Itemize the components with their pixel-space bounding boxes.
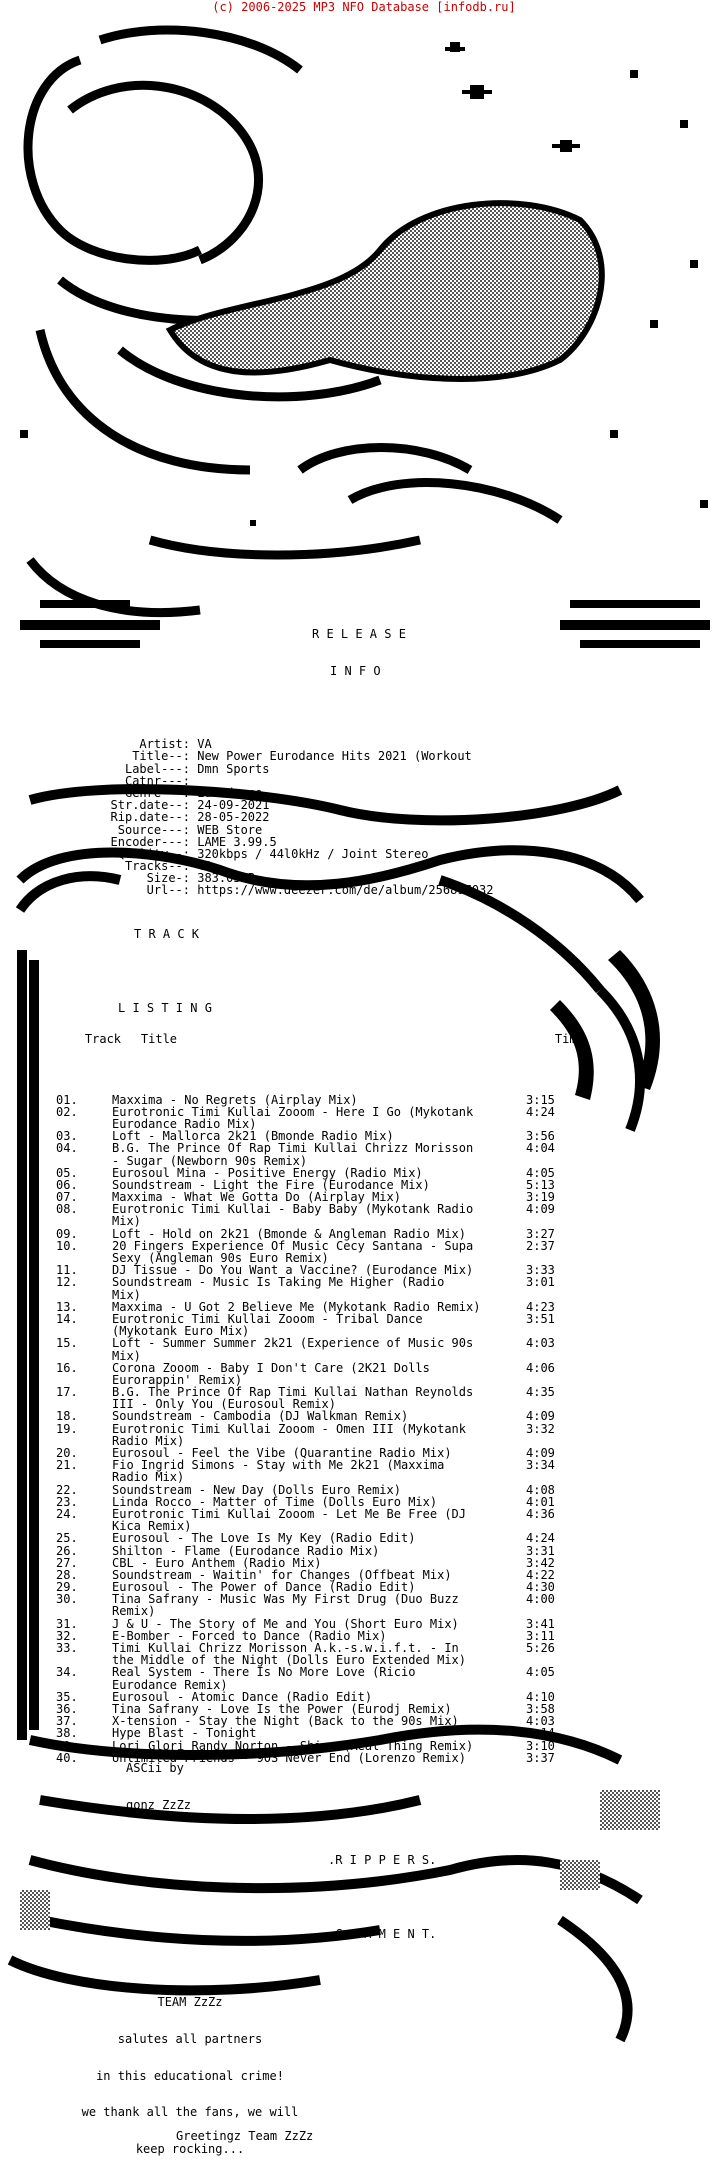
info-field-label: Catnr---:: [124, 773, 190, 788]
track-number: 25.: [56, 1531, 78, 1546]
info-field-label: Tracks--:: [124, 859, 190, 874]
track-time: 3:51: [526, 1311, 555, 1326]
track-time: 4:09: [526, 1446, 555, 1461]
track-time: 3:27: [526, 1226, 555, 1241]
track-time: 4:14: [526, 1726, 555, 1741]
track-title: (Mykotank Euro Mix): [112, 1324, 250, 1339]
track-title: Maxxima - What We Gotta Do (Airplay Mix): [112, 1190, 401, 1205]
info-field-label: Str.date--:: [110, 798, 190, 813]
track-time: 4:05: [526, 1665, 555, 1680]
table-row: [56, 1337, 676, 1349]
info-field-value: 320kbps / 44l0kHz / Joint Stereo: [197, 846, 429, 861]
track-time: 3:10: [526, 1738, 555, 1753]
track-rows: [56, 1094, 676, 1764]
credits: [126, 1738, 191, 1823]
info-field: [0, 884, 728, 896]
track-time: 4:10: [526, 1689, 555, 1704]
track-title: Soundstream - Waitin' for Changes (Offbeat Mix): [112, 1567, 452, 1582]
info-field-value: 28-05-2022: [197, 810, 270, 825]
track-number: 40.: [56, 1750, 78, 1765]
track-number: 31.: [56, 1616, 78, 1631]
track-number: 08.: [56, 1202, 78, 1217]
track-title: Soundstream - Cambodia (DJ Walkman Remix): [112, 1409, 409, 1424]
track-time: 4:08: [526, 1482, 555, 1497]
info-field-value: Eurodance: [197, 785, 263, 800]
track-number: 07.: [56, 1190, 78, 1205]
track-number: 11.: [56, 1263, 78, 1278]
track-time: 3:42: [526, 1555, 555, 1570]
track-title: T R A C K: [134, 927, 200, 942]
track-title: Eurotronic Timi Kullai - Baby Baby (Mykotank Radio: [112, 1202, 474, 1217]
track-time: 4:36: [526, 1506, 555, 1521]
info-field-value: 383.03MB: [197, 871, 256, 886]
info-field-value: Dmn Sports: [197, 761, 270, 776]
track-number: 19.: [56, 1421, 78, 1436]
info-field-value: 40: [197, 859, 212, 874]
track-time: 5:26: [526, 1641, 555, 1656]
track-title: CBL - Euro Anthem (Radio Mix): [112, 1555, 322, 1570]
credits-line1: ASCii by: [126, 1761, 184, 1776]
track-time: 4:04: [526, 1141, 555, 1156]
greetings-line: Greetingz Team ZzZz: [176, 2129, 314, 2144]
track-time: 3:56: [526, 1129, 555, 1144]
info-field-label: Artist:: [139, 737, 190, 752]
site-header: [0, 0, 728, 14]
track-number: 12.: [56, 1275, 78, 1290]
comment-line-5: keep rocking...: [135, 2141, 245, 2156]
track-time: 3:01: [526, 1275, 555, 1290]
track-title: B.G. The Prince Of Rap Timi Kullai Chrizz Morisson: [112, 1141, 474, 1156]
info-field-label: Url--:: [146, 883, 190, 898]
track-number: 13.: [56, 1299, 78, 1314]
track-number: 23.: [56, 1494, 78, 1509]
track-time: 4:01: [526, 1494, 555, 1509]
track-number: 10.: [56, 1238, 78, 1253]
credits-line2: gonz_ZzZz: [126, 1798, 192, 1812]
col-track: Track: [84, 1031, 122, 1046]
table-row: [56, 1545, 676, 1557]
track-title: Timi Kullai Chrizz Morisson A.k.-s.w.i.f.t. - In: [112, 1641, 459, 1656]
track-title: Kica Remix): [112, 1519, 192, 1534]
table-row: [56, 1142, 676, 1154]
track-title: - Sugar (Newborn 90s Remix): [112, 1153, 308, 1168]
track-time: 3:41: [526, 1616, 555, 1631]
table-row: [56, 1666, 676, 1678]
info-field-value: 24-09-2021: [197, 798, 270, 813]
info-field: [0, 750, 728, 762]
track-time: 4:03: [526, 1336, 555, 1351]
info-title: I N F O: [330, 664, 381, 678]
track-time: 3:33: [526, 1263, 555, 1278]
track-title: Radio Mix): [112, 1433, 185, 1448]
info-field-value: WEB Store: [197, 822, 263, 837]
track-time: 3:19: [526, 1190, 555, 1205]
track-time: 4:09: [526, 1409, 555, 1424]
track-number: 38.: [56, 1726, 78, 1741]
table-row: [56, 1215, 676, 1227]
track-title: X-tension - Stay the Night (Back to the 90s Mix): [112, 1714, 459, 1729]
info-field-label: Source---:: [117, 822, 190, 837]
track-number: 32.: [56, 1628, 78, 1643]
info-field-label: Size-:: [146, 871, 190, 886]
track-number: 09.: [56, 1226, 78, 1241]
track-time: 3:58: [526, 1701, 555, 1716]
track-title: Fio Ingrid Simons - Stay with Me 2k21 (Maxxima: [112, 1458, 445, 1473]
track-table: [56, 996, 676, 1776]
table-row: [56, 1203, 676, 1215]
table-row: [56, 1289, 676, 1301]
track-number: 30.: [56, 1592, 78, 1607]
track-time: 4:09: [526, 1202, 555, 1217]
track-title: Mix): [112, 1287, 141, 1302]
track-title: E-Bomber - Forced to Dance (Radio Mix): [112, 1628, 387, 1643]
info-field-value: New Power Eurodance Hits 2021 (Workout: [197, 749, 472, 764]
track-table-header: [56, 1020, 676, 1046]
table-row: [56, 1484, 676, 1496]
track-time: 4:30: [526, 1580, 555, 1595]
track-title: Mix): [112, 1348, 141, 1363]
track-title: Eurotronic Timi Kullai Zooom - Tribal Dance: [112, 1311, 423, 1326]
table-row: [56, 1605, 676, 1617]
track-number: 39.: [56, 1738, 78, 1753]
info-field-value[interactable]: https://www.deezer.com/de/album/256897032: [197, 883, 494, 898]
info-field-label: Rip.date--:: [110, 810, 190, 825]
track-title: Eurodance Radio Mix): [112, 1116, 257, 1131]
track-number: 35.: [56, 1689, 78, 1704]
track-title: Tina Safrany - Music Was My First Drug (Duo Buzz: [112, 1592, 459, 1607]
track-title: Eurotronic Timi Kullai Zooom - Let Me Be Free (DJ: [112, 1506, 467, 1521]
info-field: [0, 787, 728, 799]
table-row: [56, 1679, 676, 1691]
info-field: [0, 763, 728, 775]
info-field: [0, 775, 728, 787]
track-number: 14.: [56, 1311, 78, 1326]
info-field: [0, 799, 728, 811]
track-title: Eurosoul - Atomic Dance (Radio Edit): [112, 1689, 373, 1704]
info-field-label: Title--:: [132, 749, 190, 764]
track-number: 18.: [56, 1409, 78, 1424]
table-row: [56, 1410, 676, 1422]
track-time: 4:24: [526, 1531, 555, 1546]
track-title: Maxxima - U Got 2 Believe Me (Mykotank Radio Remix): [112, 1299, 481, 1314]
comment-line-3: in this educational crime!: [96, 2068, 284, 2083]
info-field: [0, 860, 728, 872]
track-number: 20.: [56, 1446, 78, 1461]
track-time: 4:24: [526, 1104, 555, 1119]
track-title: Unlimited Friends - 90S Never End (Lorenzo Remix): [112, 1750, 467, 1765]
track-time: 4:03: [526, 1714, 555, 1729]
track-title: Eurotronic Timi Kullai Zooom - Here I Go (Mykotank: [112, 1104, 474, 1119]
track-number: 22.: [56, 1482, 78, 1497]
track-number: 34.: [56, 1665, 78, 1680]
track-time: 3:32: [526, 1421, 555, 1436]
greetings: [176, 2106, 313, 2155]
track-title: B.G. The Prince Of Rap Timi Kullai Nathan Reynolds: [112, 1385, 474, 1400]
track-time: 3:11: [526, 1628, 555, 1643]
track-number: 01.: [56, 1092, 78, 1107]
info-field: [0, 824, 728, 836]
track-number: 05.: [56, 1165, 78, 1180]
track-title: Loft - Mallorca 2k21 (Bmonde Radio Mix): [112, 1129, 394, 1144]
track-time: 4:23: [526, 1299, 555, 1314]
col-title: Title: [140, 1031, 178, 1046]
track-title: Tina Safrany - Love Is the Power (Eurodj Remix): [112, 1701, 452, 1716]
table-row: [56, 1471, 676, 1483]
track-title: Mix): [112, 1214, 141, 1229]
track-title: Maxxima - No Regrets (Airplay Mix): [112, 1092, 358, 1107]
info-field-label: Label---:: [124, 761, 190, 776]
release-info-section: [0, 604, 728, 909]
comment-line-1: TEAM ZzZz: [157, 1995, 223, 2010]
track-number: 04.: [56, 1141, 78, 1156]
track-number: 15.: [56, 1336, 78, 1351]
track-time: 5:13: [526, 1177, 555, 1192]
info-field: [0, 848, 728, 860]
track-title: Sexy (Angleman 90s Euro Remix): [112, 1251, 329, 1266]
track-time: 4:05: [526, 1165, 555, 1180]
track-title: Corona Zooom - Baby I Don't Care (2K21 Dolls: [112, 1360, 430, 1375]
track-time: 4:22: [526, 1567, 555, 1582]
track-time: 4:00: [526, 1592, 555, 1607]
track-number: 17.: [56, 1385, 78, 1400]
track-number: 03.: [56, 1129, 78, 1144]
table-row: [56, 1532, 676, 1544]
track-title: Loft - Summer Summer 2k21 (Experience of Music 90s: [112, 1336, 474, 1351]
release-info-fields: [0, 738, 728, 896]
info-field-label: Encoder---:: [110, 834, 190, 849]
track-number: 33.: [56, 1641, 78, 1656]
track-title: Eurotronic Timi Kullai Zooom - Omen III (Mykotank: [112, 1421, 467, 1436]
info-field-value: VA: [197, 737, 212, 752]
track-number: 21.: [56, 1458, 78, 1473]
track-time: 3:37: [526, 1750, 555, 1765]
table-row: [56, 1094, 676, 1106]
track-time: 2:37: [526, 1238, 555, 1253]
release-title: R E L E A S E: [312, 627, 406, 642]
track-time: 4:35: [526, 1385, 555, 1400]
track-title: Eurorappin' Remix): [112, 1372, 243, 1387]
comment-line: .C O M M E N T.: [328, 1926, 437, 1941]
info-field-label: Quality--:: [117, 846, 190, 861]
track-title: Eurosoul - Feel the Vibe (Quarantine Radio Mix): [112, 1446, 452, 1461]
track-number: 36.: [56, 1701, 78, 1716]
comment-line-4: we thank all the fans, we will: [81, 2105, 299, 2120]
info-field-label: Genre---:: [124, 785, 190, 800]
table-row: [56, 1350, 676, 1362]
track-number: 02.: [56, 1104, 78, 1119]
track-title: 20 Fingers Experience Of Music Cecy Santana - Supa: [112, 1238, 474, 1253]
track-number: 16.: [56, 1360, 78, 1375]
dither-shape: [170, 203, 602, 379]
info-field: [0, 811, 728, 823]
track-time: 3:15: [526, 1092, 555, 1107]
track-number: 26.: [56, 1543, 78, 1558]
track-title: Soundstream - Light the Fire (Eurodance Mix): [112, 1177, 430, 1192]
track-title: Soundstream - New Day (Dolls Euro Remix): [112, 1482, 401, 1497]
track-title: Eurosoul - The Love Is My Key (Radio Edit): [112, 1531, 416, 1546]
track-number: 24.: [56, 1506, 78, 1521]
table-row: [56, 1276, 676, 1288]
rippers-line: .R I P P E R S.: [328, 1853, 437, 1868]
track-time: 3:31: [526, 1543, 555, 1558]
listing-title: L I S T I N G: [118, 1000, 212, 1015]
track-title: DJ Tissue - Do You Want a Vaccine? (Eurodance Mix): [112, 1263, 474, 1278]
track-title: Soundstream - Music Is Taking Me Higher (Radio: [112, 1275, 445, 1290]
track-number: 28.: [56, 1567, 78, 1582]
track-number: 06.: [56, 1177, 78, 1192]
track-number: 29.: [56, 1580, 78, 1595]
track-title: Radio Mix): [112, 1470, 185, 1485]
track-title: Remix): [112, 1604, 156, 1619]
track-title: Eurodance Remix): [112, 1677, 228, 1692]
col-time: Time: [554, 1031, 584, 1046]
track-title: Loft - Hold on 2k21 (Bmonde & Angleman Radio Mix): [112, 1226, 467, 1241]
track-title: J & U - The Story of Me and You (Short Euro Mix): [112, 1616, 459, 1631]
track-time: 3:34: [526, 1458, 555, 1473]
track-title: Lori Glori Randy Norton - Shine (Real Thing Remix): [112, 1738, 474, 1753]
track-number: 27.: [56, 1555, 78, 1570]
track-title: the Middle of the Night (Dolls Euro Extended Mix): [112, 1653, 467, 1668]
info-field-value: LAME 3.99.5: [197, 834, 277, 849]
track-title: Shilton - Flame (Eurodance Radio Mix): [112, 1543, 380, 1558]
track-time: 4:06: [526, 1360, 555, 1375]
comment-line-2: salutes all partners: [117, 2032, 263, 2046]
track-title: Eurosoul - The Power of Dance (Radio Edit): [112, 1580, 416, 1595]
track-number: 37.: [56, 1714, 78, 1729]
table-row: [56, 1155, 676, 1167]
track-title: Real System - There Is No More Love (Ricio: [112, 1665, 416, 1680]
copyright-line: (c) 2006-2025 MP3 NFO Database [infodb.ru]: [212, 0, 516, 14]
track-title: Eurosoul Mina - Positive Energy (Radio Mix): [112, 1165, 423, 1180]
track-title: III - Only You (Eurosoul Remix): [112, 1397, 336, 1412]
track-title: Linda Rocco - Matter of Time (Dolls Euro Mix): [112, 1494, 438, 1509]
track-title: Hype Blast - Tonight: [112, 1726, 257, 1741]
rippers-comment: [328, 1830, 436, 1952]
